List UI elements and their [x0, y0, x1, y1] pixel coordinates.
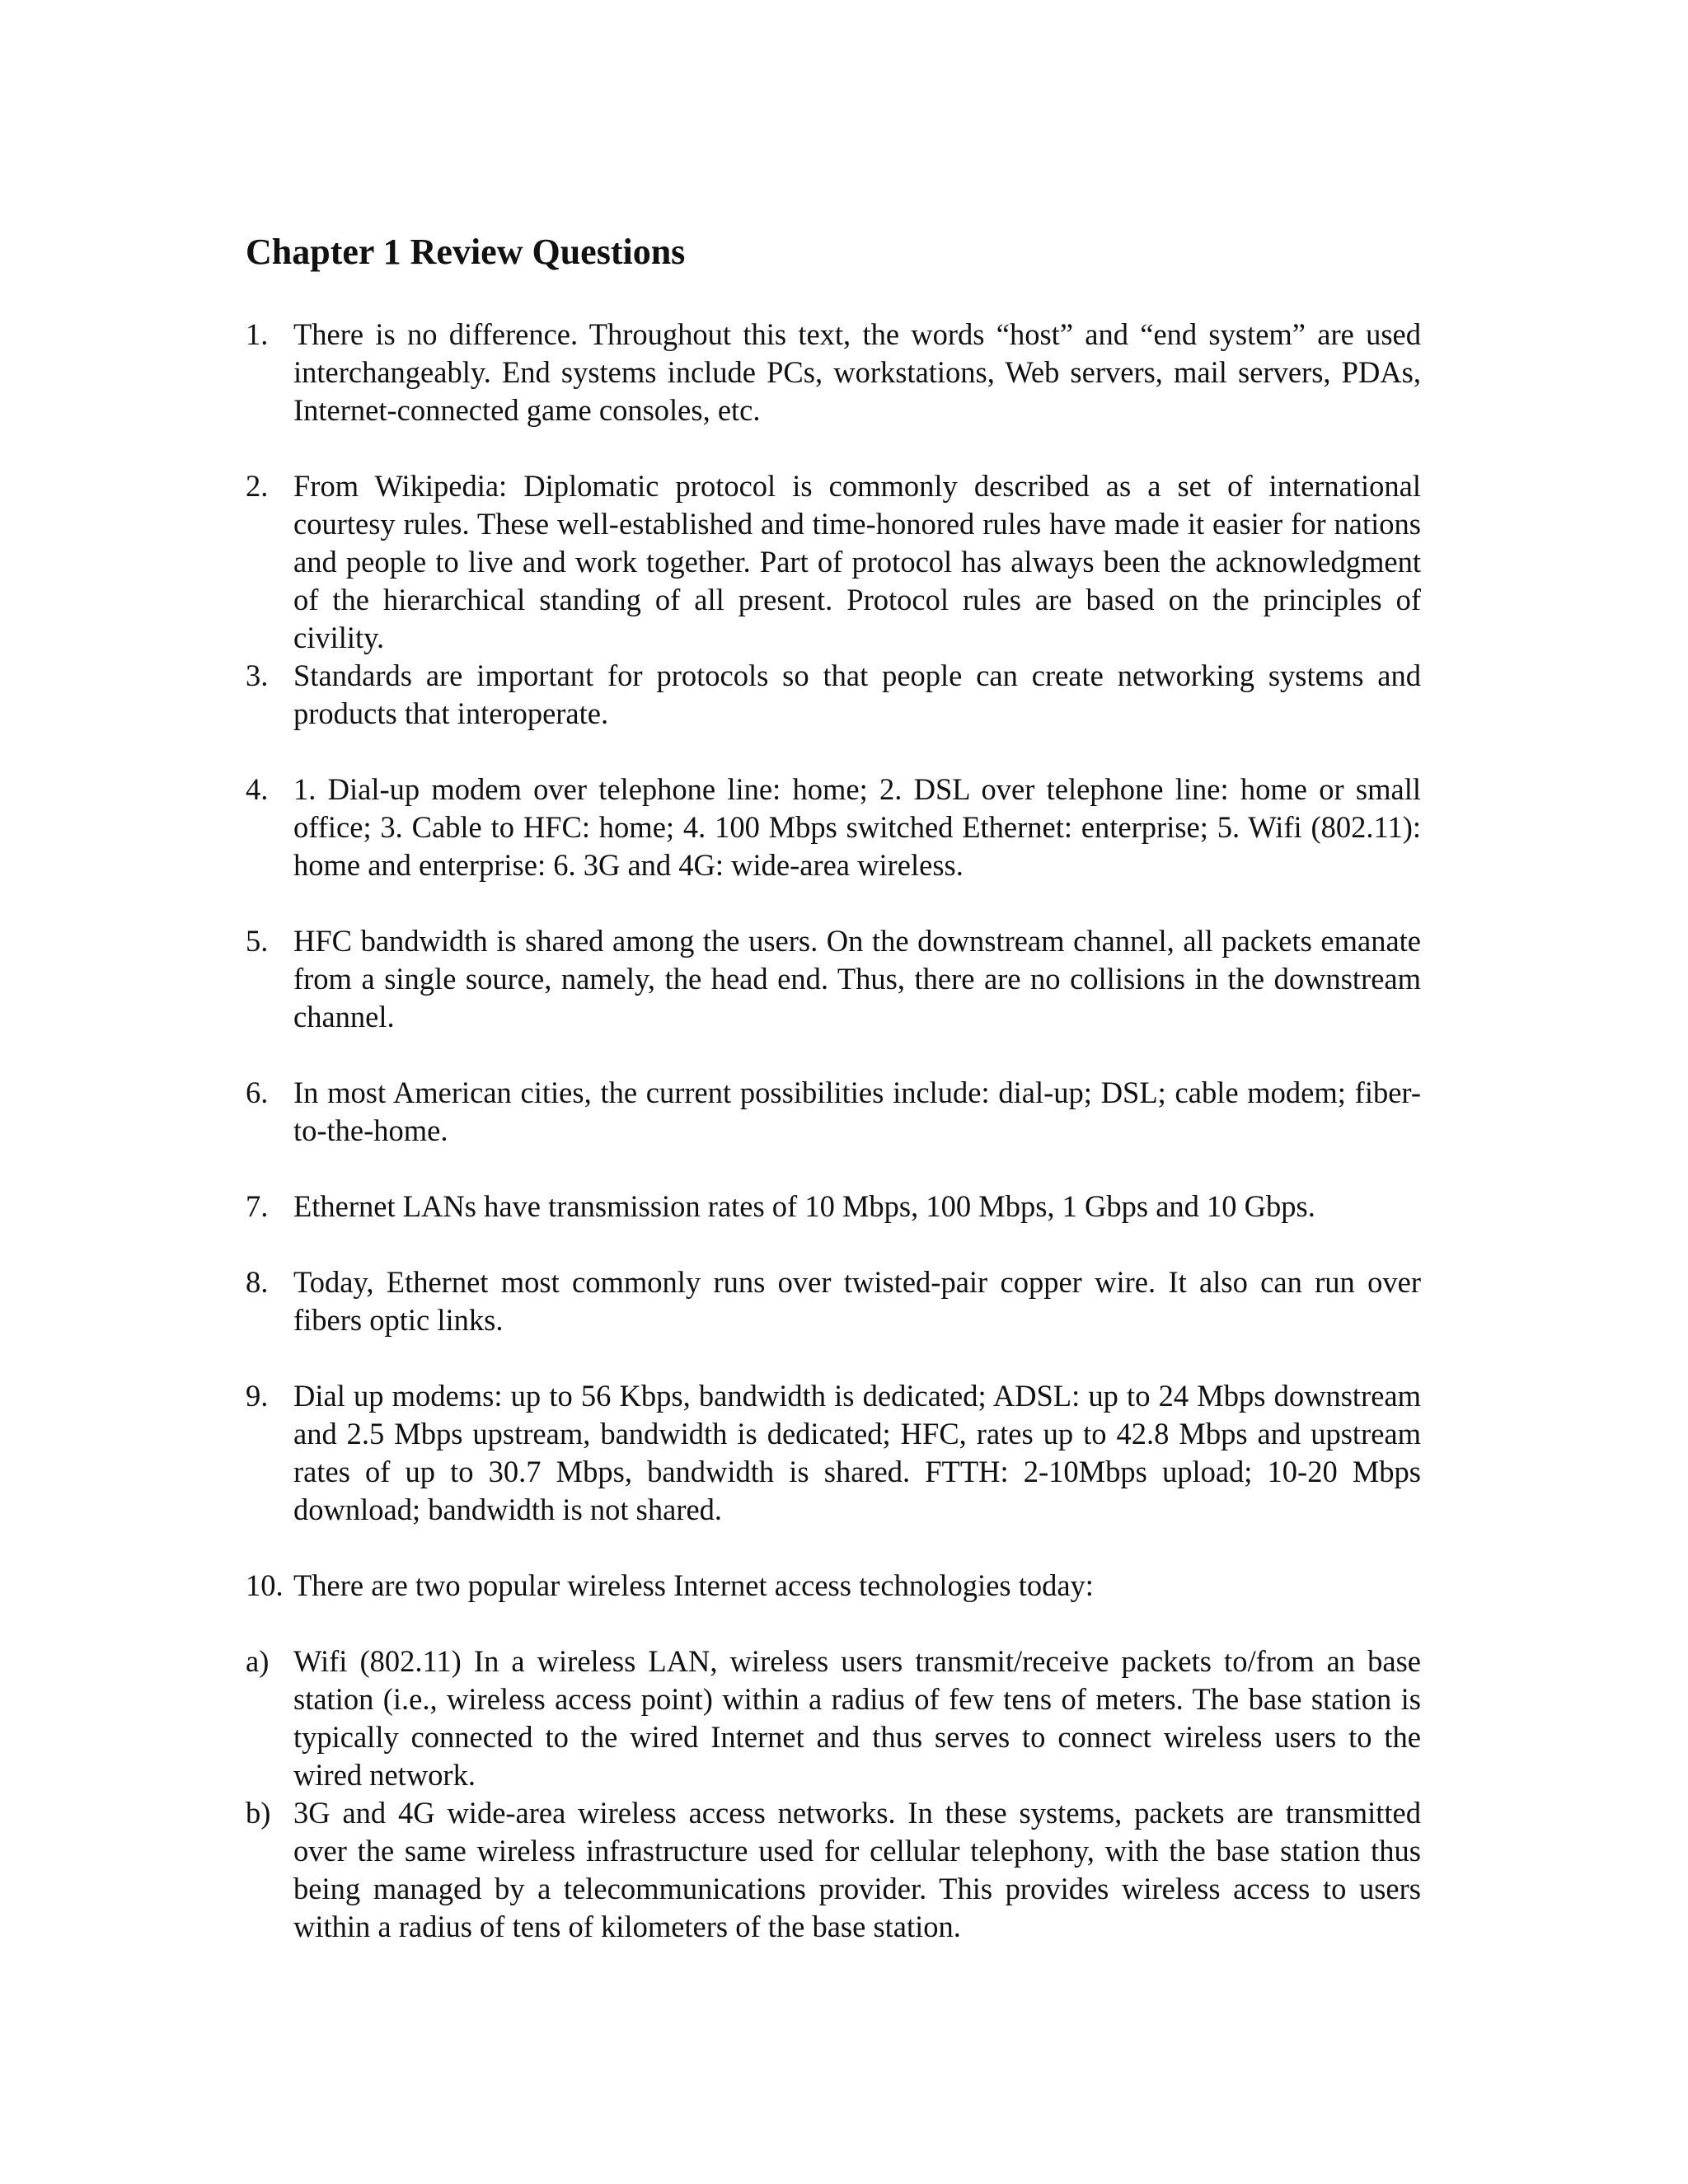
item-number: 6.: [246, 1075, 269, 1109]
page-title: Chapter 1 Review Questions: [246, 232, 686, 272]
item-text: Wifi (802.11) In a wireless LAN, wireless users transmit/receive packets to/from an base station (i.e., wireless access point) within a radius of few tens of meters. The base station is typically connected to the wired Internet and thus serves to connect wireless users to the wired network.: [293, 1643, 1421, 1792]
list-item-6: [246, 1074, 1421, 1150]
spacer: [246, 733, 1421, 771]
list-item-b: [246, 1794, 1421, 1946]
item-text: Dial up modems: up to 56 Kbps, bandwidth is dedicated; ADSL: up to 24 Mbps downstream and 2.5 Mbps upstream, bandwidth is dedicated; HFC, rates up to 42.8 Mbps and upstream rates of up to 30.7 Mbps, bandwidth is shared. FTTH: 2-10Mbps upload; 10-20 Mbps download; bandwidth is not shared.: [293, 1378, 1421, 1526]
item-text: In most American cities, the current possibilities include: dial-up; DSL; cable modem; fiber-to-the-home.: [293, 1075, 1421, 1147]
item-number: 8.: [246, 1264, 269, 1299]
spacer: [246, 1226, 1421, 1263]
list-item-2: [246, 467, 1421, 657]
list-item-1: [246, 316, 1421, 429]
spacer: [246, 1339, 1421, 1377]
item-number: 2.: [246, 468, 269, 503]
item-number: 5.: [246, 923, 269, 958]
list-item-a: [246, 1643, 1421, 1794]
spacer: [246, 1529, 1421, 1567]
spacer: [246, 1150, 1421, 1188]
item-number: 9.: [246, 1378, 269, 1413]
spacer: [246, 429, 1421, 467]
item-text: 1. Dial-up modem over telephone line: home; 2. DSL over telephone line: home or small office; 3. Cable to HFC: home; 4. 100 Mbps switched Ethernet: enterprise; 5. Wifi (802.11): home and enterprise: 6. 3G and 4G: wide-area wireless.: [293, 771, 1421, 882]
list-item-3: [246, 657, 1421, 733]
item-text: HFC bandwidth is shared among the users. On the downstream channel, all packets emanate from a single source, namely, the head end. Thus, there are no collisions in the downstream channel.: [293, 923, 1421, 1033]
item-text: Ethernet LANs have transmission rates of 10 Mbps, 100 Mbps, 1 Gbps and 10 Gbps.: [293, 1188, 1315, 1223]
item-text: There is no difference. Throughout this text, the words “host” and “end system” are used interchangeably. End systems include PCs, workstations, Web servers, mail servers, PDAs, Internet-connected game consoles, etc.: [293, 316, 1421, 427]
item-number: 4.: [246, 771, 269, 806]
item-text: 3G and 4G wide-area wireless access networks. In these systems, packets are transmitted over the same wireless infrastructure used for cellular telephony, with the base station thus being managed by a telecommunications provider. This provides wireless access to users within a radius of tens of kilometers of the base station.: [293, 1795, 1421, 1943]
list-item-8: [246, 1263, 1421, 1339]
document-page: [246, 231, 1421, 1946]
item-number: 3.: [246, 658, 269, 692]
item-number: 1.: [246, 316, 269, 351]
list-item-5: [246, 922, 1421, 1036]
spacer: [246, 884, 1421, 922]
item-number: b): [246, 1795, 271, 1830]
item-text: Today, Ethernet most commonly runs over twisted-pair copper wire. It also can run over fibers optic links.: [293, 1264, 1421, 1337]
item-text: Standards are important for protocols so that people can create networking systems and products that interoperate.: [293, 658, 1421, 730]
list-item-9: [246, 1377, 1421, 1529]
list-item-10: [246, 1567, 1421, 1605]
spacer: [246, 1036, 1421, 1074]
item-number: 10.: [246, 1568, 284, 1602]
list-item-7: [246, 1188, 1421, 1226]
item-number: 7.: [246, 1188, 269, 1223]
item-text: From Wikipedia: Diplomatic protocol is commonly described as a set of international courtesy rules. These well-established and time-honored rules have made it easier for nations and people to live and work together. Part of protocol has always been the acknowledgment of the hierarchical standing of all present. Protocol rules are based on the principles of civility.: [293, 468, 1421, 654]
item-number: a): [246, 1643, 270, 1678]
spacer: [246, 1605, 1421, 1643]
list-item-4: [246, 771, 1421, 884]
item-text: There are two popular wireless Internet access technologies today:: [293, 1568, 1094, 1602]
